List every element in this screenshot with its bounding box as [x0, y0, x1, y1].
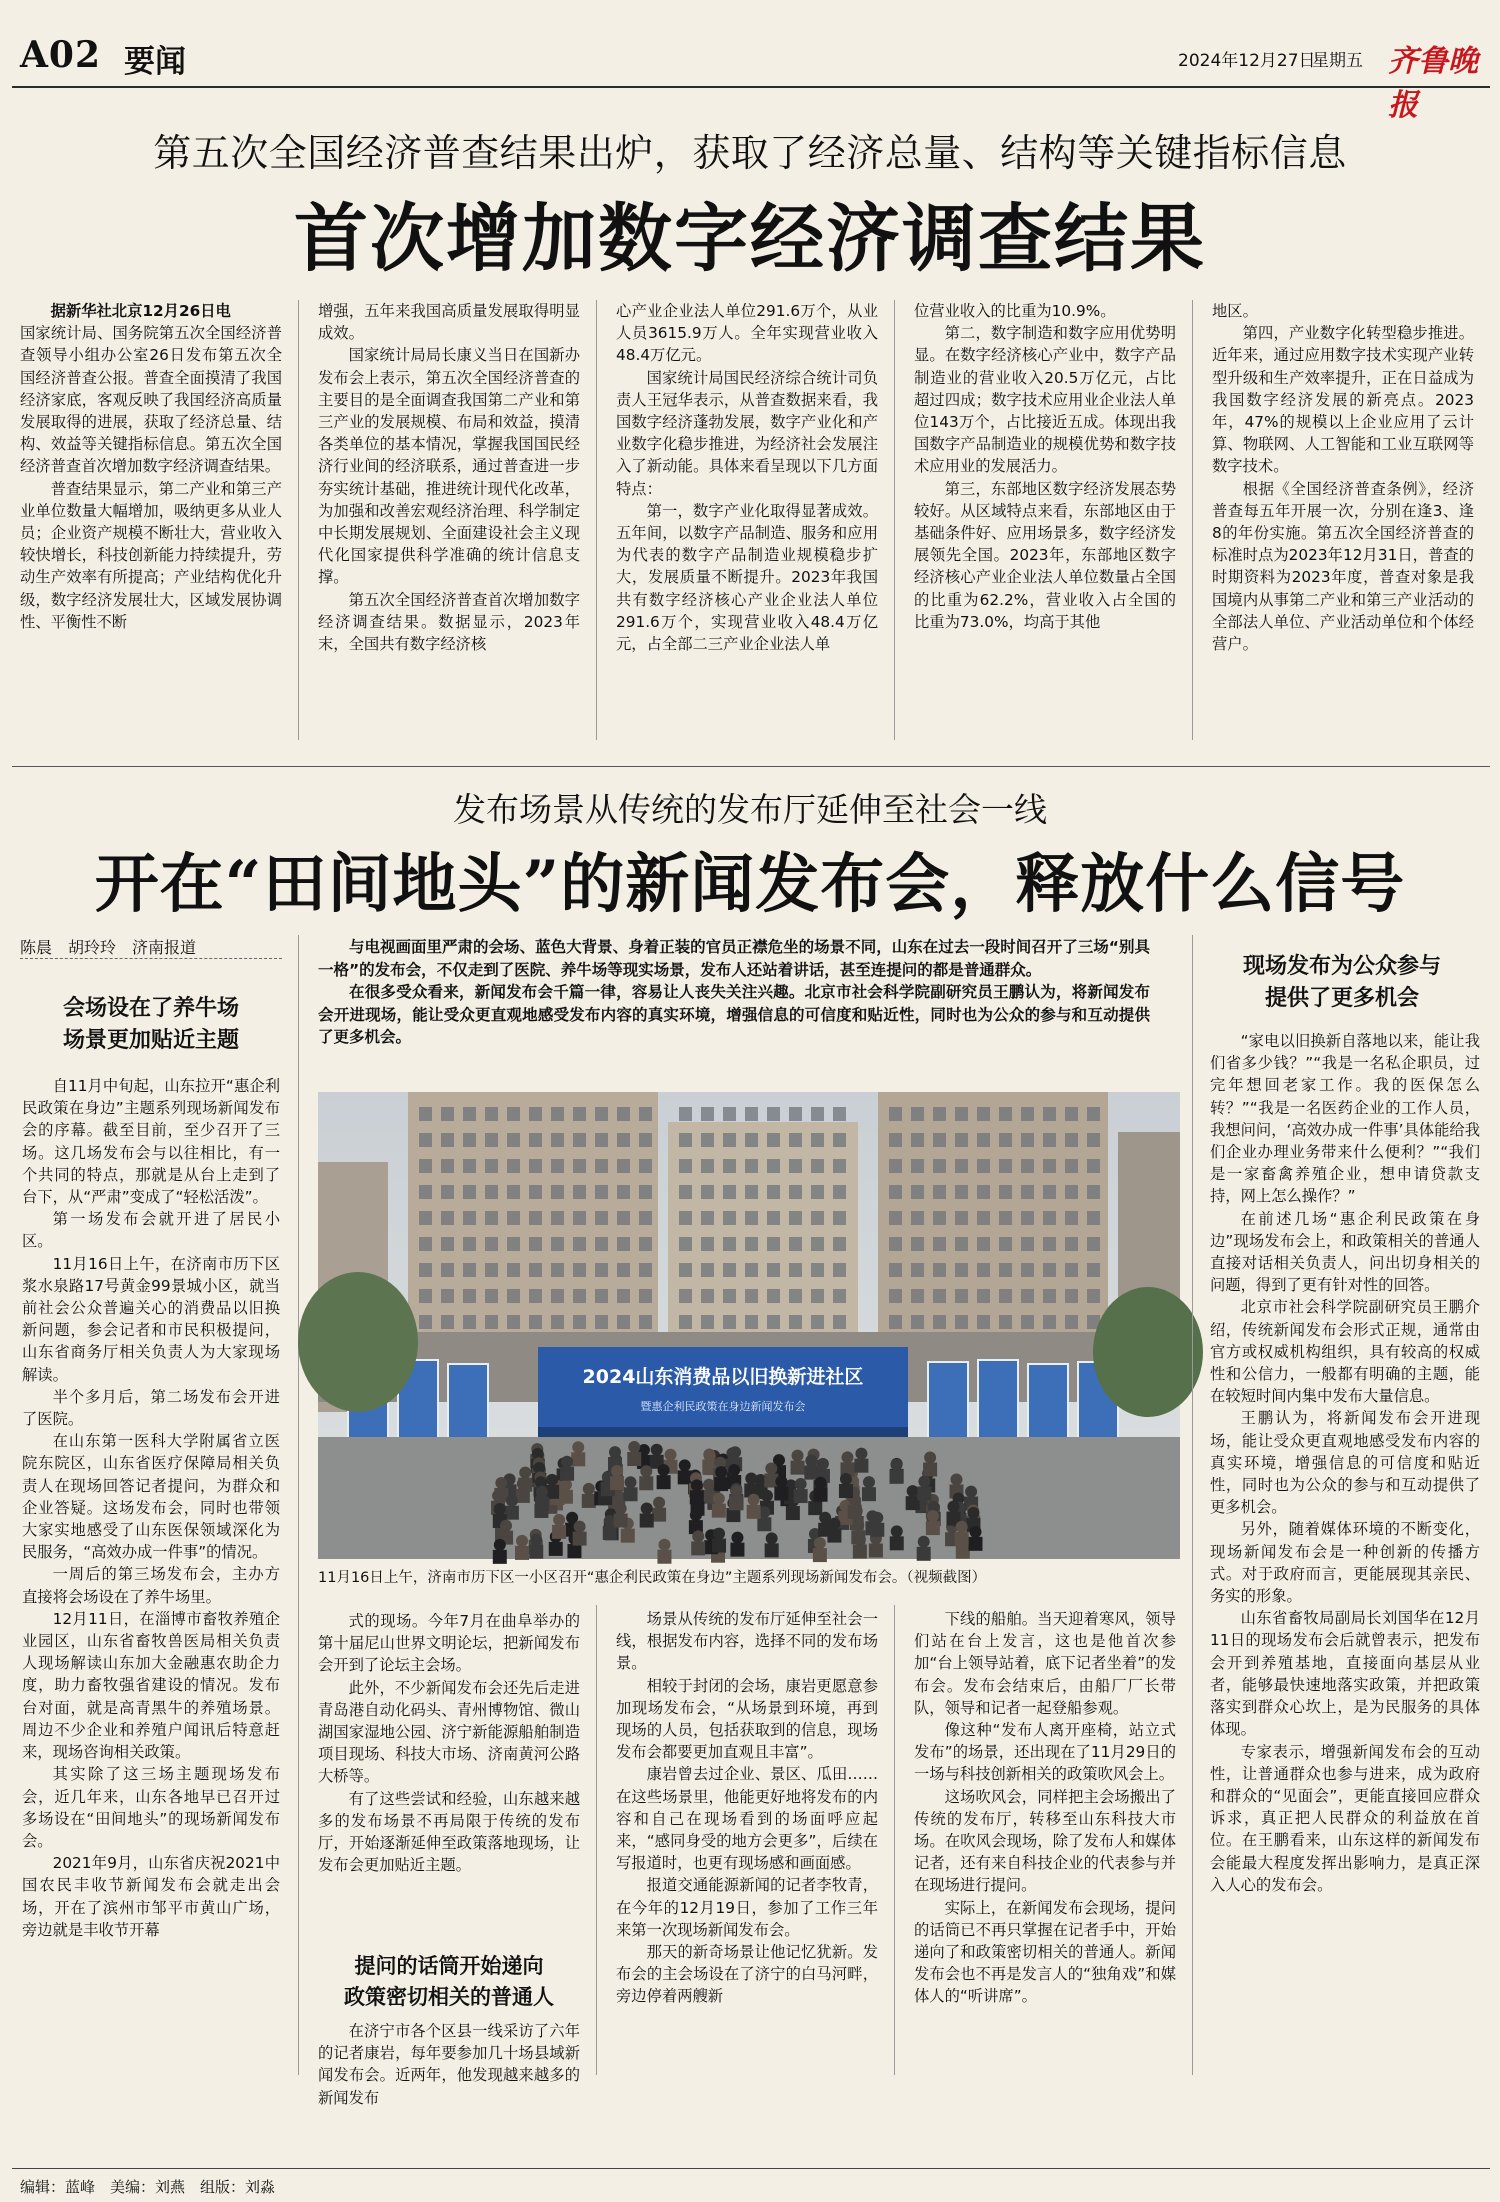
- paragraph: 下线的船舶。当天迎着寒风，领导们站在台上发言，这也是他首次参加“台上领导站着，底下记者坐着”的发布会。发布会结束后，由船厂厂长带队，领导和记者一起登船参观。: [914, 1610, 1176, 1717]
- photo-illustration: [318, 1092, 1180, 1559]
- paragraph: 心产业企业法人单位291.6万个，从业人员3615.9万人。全年实现营业收入48.4万亿元。: [616, 302, 878, 365]
- paragraph: 增强，五年来我国高质量发展取得明显成效。: [318, 302, 580, 343]
- column-divider: [298, 300, 299, 740]
- subhead-left: [20, 992, 282, 1056]
- column-divider: [596, 1605, 597, 2075]
- dateline: 据新华社北京12月26日电: [50, 302, 231, 320]
- column-divider: [298, 935, 299, 2075]
- article1-column-3: [616, 300, 878, 740]
- paragraph: 有了这些尝试和经验，山东越来越多的发布场景不再局限于传统的发布厅，开始逐渐延伸至政策落地现场，让发布会更加贴近主题。: [318, 1789, 580, 1875]
- paragraph: 在济宁市各个区县一线采访了六年的记者康岩，每年要参加几十场县域新闻发布会。近两年，他发现越来越多的新闻发布: [318, 2022, 580, 2107]
- article2-left-column: [22, 1075, 280, 2075]
- paragraph: 位营业收入的比重为10.9%。: [914, 302, 1116, 320]
- paragraph: 这场吹风会，同样把主会场搬出了传统的发布厅，转移至山东科技大市场。在吹风会现场，除了发布人和媒体记者，还有来自科技企业的代表参与并在现场进行提问。: [914, 1787, 1176, 1895]
- paragraph: 专家表示，增强新闻发布会的互动性，让普通群众也参与进来，成为政府和群众的“见面会”，更能直接回应群众诉求，真正把人民群众的利益放在首位。在王鹏看来，山东这样的新闻发布会能最大程度发挥出影响力，是真正深入人心的发布会。: [1210, 1742, 1480, 1894]
- article2-column-a-continued: [318, 2020, 580, 2107]
- byline: 陈晨 胡玲玲 济南报道: [20, 938, 197, 957]
- paragraph: 山东省畜牧局副局长刘国华在12月11日的现场发布会后就曾表示，把发布会开到养殖基地，直接面向基层从业者，能够最快速地落实政策，并把政策落实到群众心坎上，是为民服务的具体体现。: [1210, 1609, 1480, 1739]
- newspaper-logo[interactable]: 齐鲁晚报: [1388, 44, 1478, 123]
- page-number: A02: [20, 34, 102, 76]
- paragraph: 其实除了这三场主题现场发布会，近几年来，山东各地早已召开过多场设在“田间地头”的现场新闻发布会。: [22, 1765, 280, 1850]
- paragraph: “家电以旧换新自落地以来，能让我们省多少钱？”“我是一名私企职员，过完年想回老家工作。我的医保怎么转？”“我是一名医药企业的工作人员，我想问问，‘高效办成一件事’具体能给我们企业办理业务带来什么便利？”“我们是一家畜禽养殖企业，想申请贷款支持，网上怎么操作？”: [1210, 1032, 1480, 1206]
- paragraph: 12月11日，在淄博市畜牧养殖企业园区，山东省畜牧兽医局相关负责人现场解读山东加大金融惠农助企力度，助力畜牧强省建设的情况。发布台对面，就是高青黑牛的养殖场景。周边不少企业和养殖户闻讯后特意赶来，现场咨询相关政策。: [22, 1609, 280, 1762]
- paragraph: 那天的新奇场景让他记忆犹新。发布会的主会场设在了济宁的白马河畔，旁边停着两艘新: [616, 1943, 878, 2006]
- photo-caption: 11月16日上午，济南市历下区一小区召开“惠企利民政策在身边”主题系列现场新闻发布会。（视频截图）: [318, 1570, 987, 1586]
- paragraph: 根据《全国经济普查条例》，经济普查每五年开展一次，分别在逢3、逢8的年份实施。第五次全国经济普查的标准时点为2023年12月31日，普查的时期资料为2023年度，普查对象是我国境内从事第二产业和第三产业活动的全部法人单位、产业活动单位和个体经营户。: [1212, 479, 1474, 654]
- paragraph: 此外，不少新闻发布会还先后走进青岛港自动化码头、青州博物馆、微山湖国家湿地公园、济宁新能源船舶制造项目现场、科技大市场、济南黄河公路大桥等。: [318, 1678, 580, 1786]
- paragraph: 第二，数字制造和数字应用优势明显。在数字经济核心产业中，数字产品制造业的营业收入20.5万亿元，占比超过四成；数字技术应用业企业法人单位143万个，占比接近五成。体现出我国数字产品制造业的规模优势和数字技术应用业的发展活力。: [914, 324, 1176, 476]
- article1-subtitle: 第五次全国经济普查结果出炉，获取了经济总量、结构等关键指标信息: [153, 131, 1347, 175]
- editor-credits: 编辑：蓝峰 美编：刘燕 组版：刘淼: [20, 2178, 276, 2196]
- article2-subtitle: 发布场景从传统的发布厅延伸至社会一线: [453, 790, 1047, 829]
- paragraph: 一周后的第三场发布会，主办方直接将会场设在了养牛场里。: [22, 1565, 280, 1606]
- subhead-line: 提供了更多机会: [1264, 985, 1419, 1011]
- article1-column-5: [1212, 300, 1474, 740]
- paragraph: 自11月中旬起，山东拉开“惠企利民政策在身边”主题系列现场新闻发布会的序幕。截至目前，至少召开了三场。这几场发布会与以往相比，有一个共同的特点，那就是从台上走到了台下，从“严肃”变成了“轻松活泼”。: [22, 1077, 280, 1207]
- subhead-middle: [318, 1950, 580, 2012]
- article2-column-b: [616, 1608, 878, 2078]
- news-photo[interactable]: [318, 1092, 1180, 1559]
- subhead-line: 会场设在了养牛场: [62, 995, 239, 1021]
- issue-date: 2024年12月27日: [1178, 51, 1316, 71]
- column-divider: [1192, 300, 1193, 740]
- paragraph: 半个多月后，第二场发布会开进了医院。: [22, 1387, 280, 1429]
- section-name: 要闻: [124, 44, 186, 80]
- paragraph: 相较于封闭的会场，康岩更愿意参加现场发布会，“从场景到环境，再到现场的人员，包括获取到的信息，现场发布会都要更加直观且丰富”。: [616, 1676, 878, 1762]
- column-divider: [894, 300, 895, 740]
- header-rule: [12, 86, 1490, 88]
- paragraph: 第五次全国经济普查首次增加数字经济调查结果。数据显示，2023年末，全国共有数字经济核: [318, 590, 580, 654]
- article2-title[interactable]: 开在“田间地头”的新闻发布会，释放什么信号: [94, 847, 1406, 922]
- article2-right-column: [1210, 1030, 1480, 2078]
- article1-column-2: [318, 300, 580, 740]
- paragraph: 王鹏认为，将新闻发布会开进现场，能让受众更直观地感受发布内容的真实环境，增强信息的可信度和贴近性，同时也为公众的参与和互动提供了更多机会。: [1210, 1409, 1480, 1517]
- paragraph: 地区。: [1212, 302, 1258, 320]
- subhead-line: 场景更加贴近主题: [62, 1027, 239, 1053]
- paragraph: 康岩曾去过企业、景区、瓜田……在这些场景里，他能更好地将发布的内容和自己在现场看到的场面呼应起来，“感同身受的地方会更多”，后续在写报道时，也更有现场感和画面感。: [616, 1765, 878, 1873]
- subhead-line: 提问的话筒开始递向: [354, 1953, 544, 1978]
- column-divider: [596, 300, 597, 740]
- article-separator: [12, 766, 1490, 767]
- paragraph: 第一，数字产业化取得显著成效。五年间，以数字产品制造、服务和应用为代表的数字产品制造业规模稳步扩大，发展质量不断提升。2023年我国共有数字经济核心产业企业法人单位291.6万个，实现营业收入48.4万亿元，占全部二三产业企业法人单: [616, 501, 878, 654]
- article1-column-1: [20, 300, 282, 740]
- paragraph: 普查结果显示，第二产业和第三产业单位数量大幅增加，吸纳更多从业人员；企业资产规模不断壮大，营业收入较快增长，科技创新能力持续提升，劳动生产效率有所提高；产业结构优化升级，数字经济发展壮大，区域发展协调性、平衡性不断: [20, 479, 282, 631]
- footer-rule: [12, 2168, 1490, 2169]
- column-divider: [894, 1605, 895, 2075]
- paragraph: 像这种“发布人离开座椅，站立式发布”的场景，还出现在了11月29日的一场与科技创新相关的政策吹风会上。: [914, 1721, 1176, 1784]
- article1-column-4: [914, 300, 1176, 740]
- paragraph: 在前述几场“惠企利民政策在身边”现场发布会上，和政策相关的普通人直接对话相关负责人，问出切身相关的问题，得到了更有针对性的回答。: [1210, 1209, 1480, 1295]
- subhead-line: 政策密切相关的普通人: [344, 1984, 554, 2009]
- paragraph: 国家统计局、国务院第五次全国经济普查领导小组办公室26日发布第五次全国经济普查公报。普查全面摸清了我国经济家底，客观反映了我国经济高质量发展取得的进展，获取了经济总量、结构、效益等关键指标信息。第五次全国经济普查首次增加数字经济调查结果。: [20, 324, 282, 476]
- paragraph: 另外，随着媒体环境的不断变化，现场新闻发布会是一种创新的传播方式。对于政府而言，更能展现其亲民、务实的形象。: [1210, 1520, 1480, 1606]
- paragraph: 2021年9月，山东省庆祝2021中国农民丰收节新闻发布会就走出会场，开在了滨州市邹平市黄山广场，旁边就是丰收节开幕: [22, 1854, 280, 1939]
- paragraph: 式的现场。今年7月在曲阜举办的第十届尼山世界文明论坛，把新闻发布会开到了论坛主会场。: [318, 1612, 580, 1675]
- photo-banner-text: 2024山东消费品以旧换新进社区: [582, 1366, 864, 1388]
- paragraph: 与电视画面里严肃的会场、蓝色大背景、身着正装的官员正襟危坐的场景不同，山东在过去一段时间召开了三场“别具一格”的发布会，不仅走到了医院、养牛场等现实场景，发布人还站着讲话，甚至连提问的都是普通群众。: [318, 938, 1150, 979]
- article2-column-c: [914, 1608, 1176, 2078]
- photo-banner-subtext: 暨惠企利民政策在身边新闻发布会: [640, 1400, 806, 1413]
- subhead-line: 现场发布为公众参与: [1242, 953, 1441, 979]
- column-divider: [1192, 935, 1193, 2075]
- issue-weekday: 星期五: [1312, 51, 1363, 71]
- subhead-right: [1204, 950, 1480, 1014]
- paragraph: 第四，产业数字化转型稳步推进。近年来，通过应用数字技术实现产业转型升级和生产效率提升，正在日益成为我国数字经济发展的新亮点。2023年，47%的规模以上企业应用了云计算、物联网、人工智能和工业互联网等数字技术。: [1212, 324, 1474, 476]
- paragraph: 北京市社会科学院副研究员王鹏介绍，传统新闻发布会形式正规，通常由官方或权威机构组织，具有较高的权威性和公信力，一般都有明确的主题，能在较短时间内集中发布大量信息。: [1210, 1298, 1480, 1406]
- paragraph: 实际上，在新闻发布会现场，提问的话筒已不再只掌握在记者手中，开始递向了和政策密切相关的普通人。新闻发布会也不再是发言人的“独角戏”和媒体人的“听讲席”。: [914, 1898, 1176, 2006]
- article2-column-a: [318, 1610, 580, 1940]
- paragraph: 第一场发布会就开进了居民小区。: [22, 1210, 280, 1251]
- paragraph: 国家统计局局长康义当日在国新办发布会上表示，第五次全国经济普查的主要目的是全面调查我国第二产业和第三产业的发展规模、布局和效益，摸清各类单位的基本情况，掌握我国国民经济行业间的经济联系，通过普查进一步夯实统计基础，推进统计现代化改革，为加强和改善宏观经济治理、科学制定中长期发展规划、全面建设社会主义现代化国家提供科学准确的统计信息支撑。: [318, 346, 580, 587]
- paragraph: 场景从传统的发布厅延伸至社会一线，根据发布内容，选择不同的发布场景。: [616, 1610, 878, 1673]
- paragraph: 在很多受众看来，新闻发布会千篇一律，容易让人丧失关注兴趣。北京市社会科学院副研究员王鹏认为，将新闻发布会开进现场，能让受众更直观地感受发布内容的真实环境，增强信息的可信度和贴近性，同时也为公众的参与和互动提供了更多机会。: [318, 983, 1150, 1046]
- paragraph: 在山东第一医科大学附属省立医院东院区，山东省医疗保障局相关负责人在现场回答记者提问，为群众和企业答疑。这场发布会，同时也带领大家实地感受了山东医保领域深化为民服务，“高效办成一件事”的情况。: [22, 1432, 280, 1562]
- byline-rule: [20, 958, 282, 960]
- paragraph: 11月16日上午，在济南市历下区浆水泉路17号黄金99景城小区，就当前社会公众普遍关心的消费品以旧换新问题，参会记者和市民积极提问，山东省商务厅相关负责人为大家现场解读。: [22, 1254, 280, 1384]
- paragraph: 报道交通能源新闻的记者李牧青，在今年的12月19日，参加了工作三年来第一次现场新闻发布会。: [616, 1876, 878, 1939]
- paragraph: 国家统计局国民经济综合统计司负责人王冠华表示，从普查数据来看，我国数字经济蓬勃发展，数字产业化和产业数字化稳步推进，为经济社会发展注入了新动能。具体来看呈现以下几方面特点：: [616, 368, 878, 498]
- article2-lead: [318, 936, 1150, 1076]
- article1-title[interactable]: 首次增加数字经济调查结果: [294, 196, 1206, 282]
- paragraph: 第三，东部地区数字经济发展态势较好。从区域特点来看，东部地区由于基础条件好、应用场景多，数字经济发展领先全国。2023年，东部地区数字经济核心产业企业法人单位数量占全国的比重为62.2%，营业收入占全国的比重为73.0%，均高于其他: [914, 479, 1176, 631]
